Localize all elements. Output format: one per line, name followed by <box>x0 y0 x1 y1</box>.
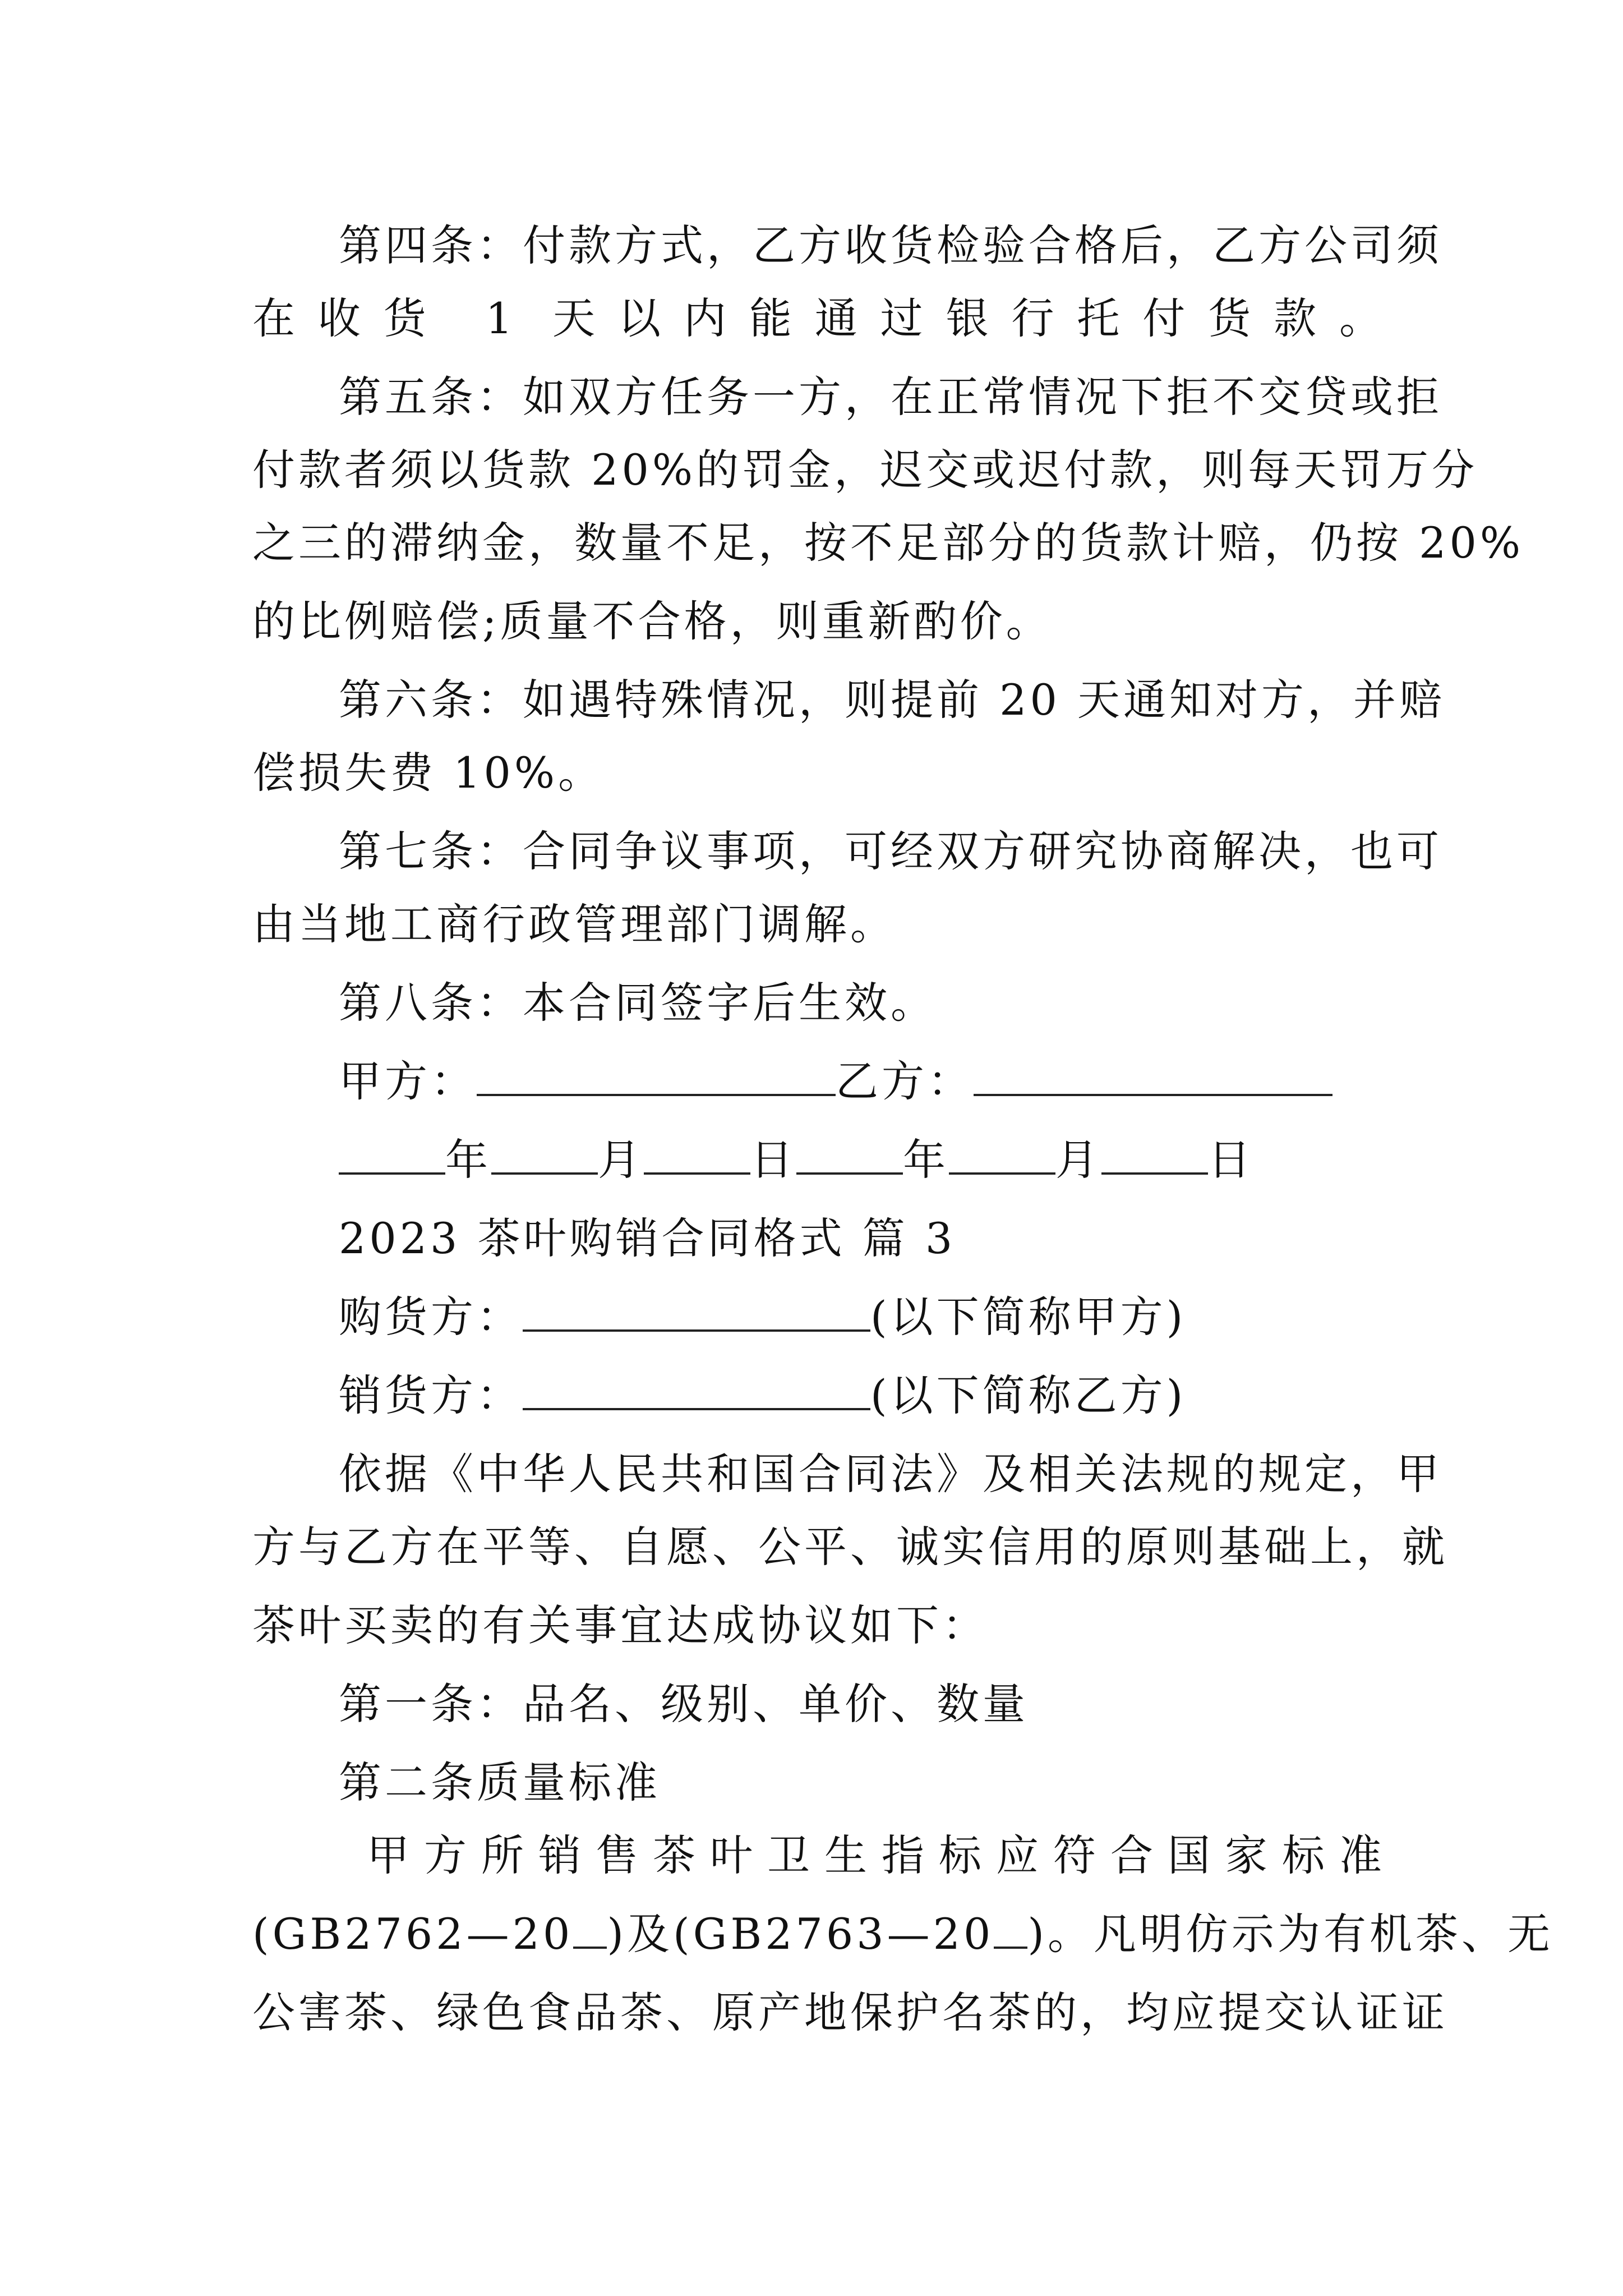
paragraph-line: 公害茶、绿色食品茶、原产地保护名茶的，均应提交认证证 <box>252 1987 1448 2037</box>
paragraph-line: 付款者须以货款 20%的罚金，迟交或迟付款，则每天罚万分 <box>252 445 1478 495</box>
year-blank <box>573 1907 607 1949</box>
party-b-label: 乙方： <box>836 1056 974 1106</box>
buyer-line <box>339 1278 1472 1356</box>
signature-line <box>339 1042 1472 1121</box>
date-blank <box>339 1133 445 1175</box>
paragraph-line: 由当地工商行政管理部门调解。 <box>252 899 896 949</box>
paragraph-line: 之三的滞纳金，数量不足，按不足部分的货款计赔，仍按 20% <box>252 518 1524 568</box>
paragraph-line: 第五条：如双方任务一方，在正常情况下拒不交贷或拒 <box>339 372 1442 422</box>
year-label: 年 <box>445 1135 491 1185</box>
standards-part2: )及(GB2763—20 <box>607 1909 994 1959</box>
date-blank <box>1101 1133 1208 1175</box>
standards-part1: (GB2762—20 <box>252 1909 574 1959</box>
party-a-blank <box>477 1055 836 1096</box>
paragraph-line: 第六条：如遇特殊情况，则提前 20 天通知对方，并赔 <box>339 675 1446 725</box>
date-blank <box>796 1133 903 1175</box>
date-blank <box>644 1133 750 1175</box>
paragraph-line: 甲方所销售茶叶卫生指标应符合国家标准 <box>367 1830 1385 1880</box>
year-label: 年 <box>903 1135 949 1185</box>
paragraph-line: 偿损失费 10%。 <box>252 748 605 798</box>
date-blank <box>949 1133 1055 1175</box>
paragraph-line: 方与乙方在平等、自愿、公平、诚实信用的原则基础上，就 <box>252 1522 1448 1572</box>
paragraph-line: 第八条：本合同签字后生效。 <box>339 978 937 1028</box>
clause-heading: 第一条：品名、级别、单价、数量 <box>339 1679 1029 1729</box>
standards-line <box>252 1895 1553 1973</box>
paragraph-line: 依据《中华人民共和国合同法》及相关法规的规定，甲 <box>339 1449 1442 1499</box>
day-label: 日 <box>750 1135 796 1185</box>
buyer-suffix: (以下简称甲方) <box>870 1292 1187 1342</box>
paragraph-line: 第四条：付款方式，乙方收货检验合格后，乙方公司须 <box>339 220 1442 270</box>
seller-label: 销货方： <box>339 1370 523 1420</box>
paragraph-line: 第七条：合同争议事项，可经双方研究协商解决，也可 <box>339 826 1442 876</box>
standards-part3: )。凡明仿示为有机茶、无 <box>1027 1909 1553 1959</box>
seller-line <box>339 1356 1472 1435</box>
date-blank <box>491 1133 598 1175</box>
party-b-blank <box>974 1055 1332 1096</box>
month-label: 月 <box>1055 1135 1101 1185</box>
section-title: 2023 茶叶购销合同格式 篇 3 <box>339 1213 956 1263</box>
date-line <box>339 1121 1472 1199</box>
day-label: 日 <box>1208 1135 1254 1185</box>
seller-suffix: (以下简称乙方) <box>870 1370 1187 1420</box>
month-label: 月 <box>598 1135 644 1185</box>
paragraph-line: 茶叶买卖的有关事宜达成协议如下： <box>252 1600 988 1650</box>
buyer-blank <box>523 1290 870 1332</box>
year-blank <box>994 1907 1027 1949</box>
clause-heading: 第二条质量标准 <box>339 1757 661 1807</box>
party-a-label: 甲方： <box>339 1056 477 1106</box>
seller-blank <box>523 1369 870 1410</box>
buyer-label: 购货方： <box>339 1292 523 1342</box>
paragraph-line: 在收货 1 天以内能通过银行托付货款。 <box>252 293 1385 343</box>
paragraph-line: 的比例赔偿;质量不合格，则重新酌价。 <box>252 596 1052 646</box>
